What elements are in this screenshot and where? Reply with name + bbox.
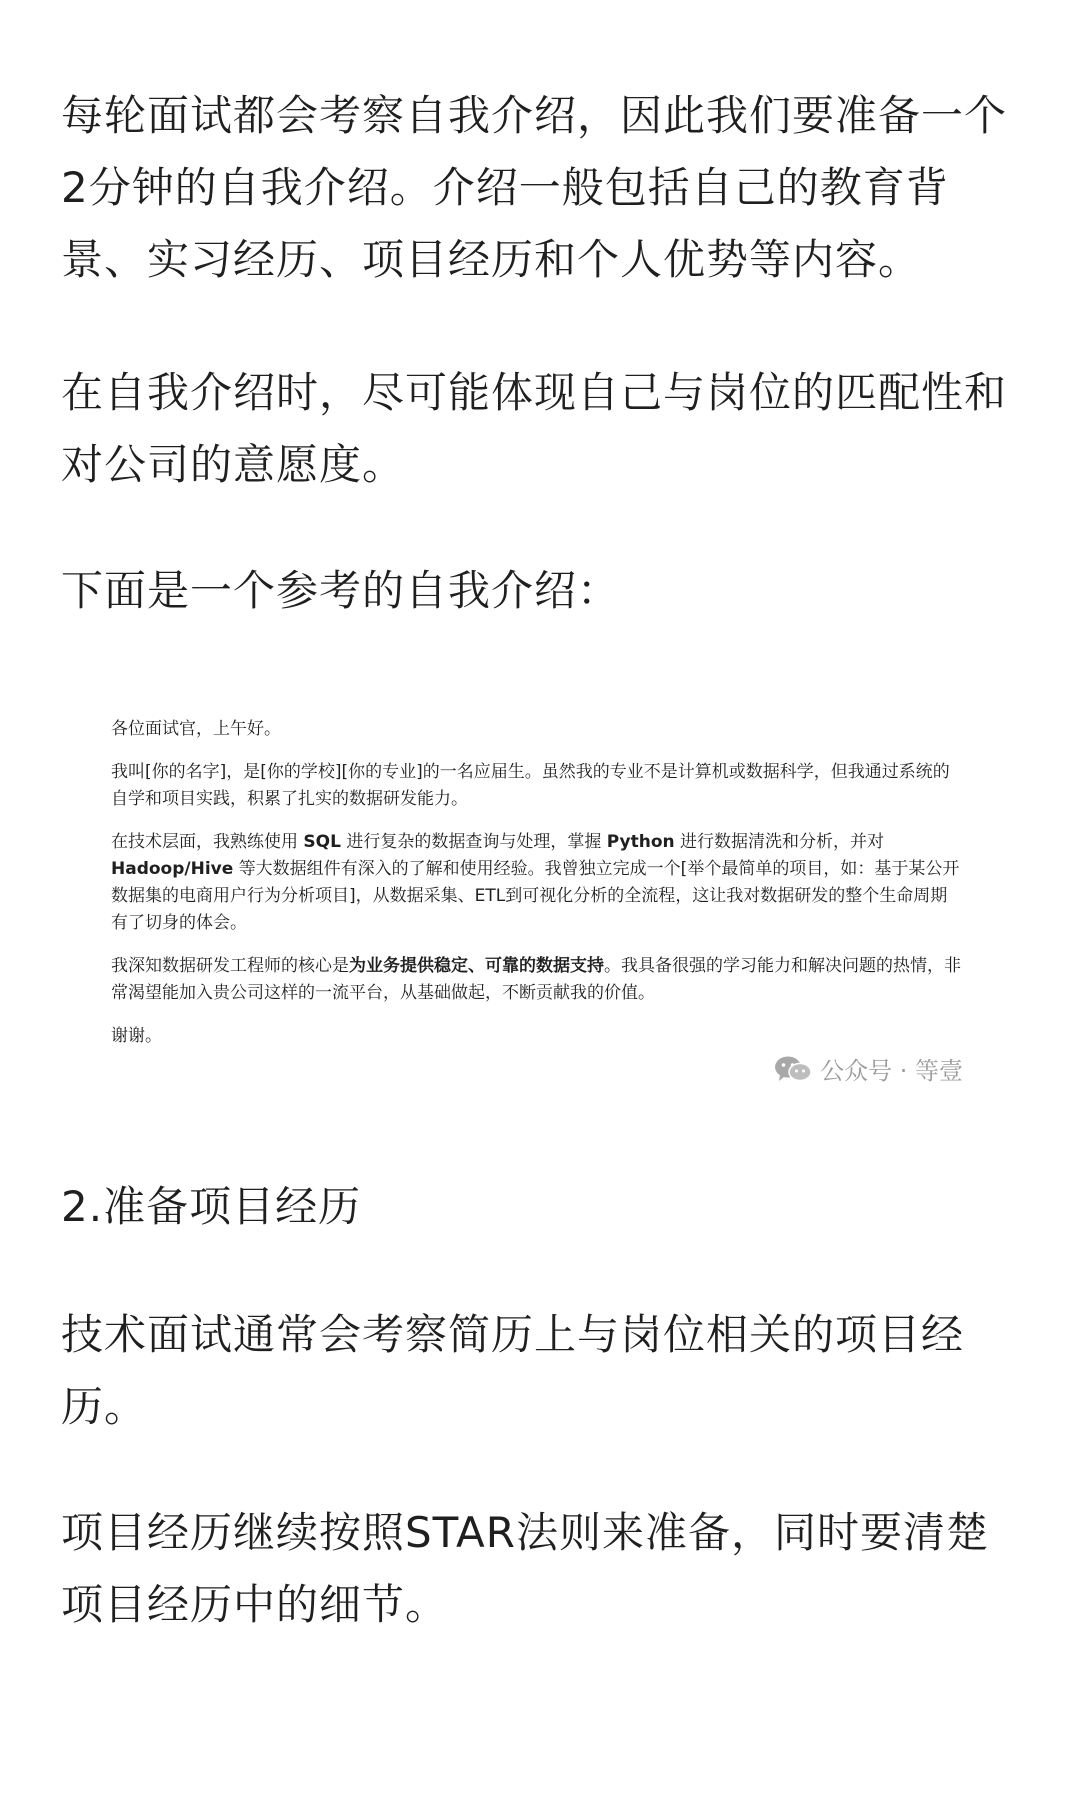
sample-greeting: 各位面试官，上午好。 xyxy=(111,719,281,739)
sample-thanks: 谢谢。 xyxy=(111,1026,162,1046)
wechat-icon xyxy=(774,1055,812,1083)
paragraph-self-intro: 每轮面试都会考察自我介绍，因此我们要准备一个2分钟的自我介绍。介绍一般包括自己的教育背景、实习经历、项目经历和个人优势等内容。 xyxy=(61,91,1008,284)
watermark-text: 公众号 · 等壹 xyxy=(820,1057,963,1085)
sample-intro: 我叫[你的名字]，是[你的学校][你的专业]的一名应届生。虽然我的专业不是计算机或数据科学，但我通过系统的自学和项目实践，积累了扎实的数据研发能力。 xyxy=(111,762,950,809)
sample-intro-image xyxy=(61,668,1023,1128)
paragraph-tech-interview: 技术面试通常会考察简历上与岗位相关的项目经历。 xyxy=(61,1310,965,1431)
sample-core: 我深知数据研发工程师的核心是为业务提供稳定、可靠的数据支持。我具备很强的学习能力和解决问题的热情，非常渴望能加入贵公司这样的一流平台，从基础做起，不断贡献我的价值。 xyxy=(111,956,961,1003)
watermark xyxy=(774,1051,963,1086)
sample-tech: 在技术层面，我熟练使用 SQL 进行复杂的数据查询与处理，掌握 Python 进行数据清洗和分析，并对 Hadoop/Hive 等大数据组件有深入的了解和使用经验。我曾独立完成一个[举个最简单的项目，如：基于某公开数据集的电商用户行为分析项目]，从数据采集、ETL到可视化分析的全流程，这让我对数据研发的整个生命周期有了切身的体会。 xyxy=(111,832,960,933)
section-heading-project: 2.准备项目经历 xyxy=(61,1182,362,1231)
paragraph-reference-lead: 下面是一个参考的自我介绍： xyxy=(61,566,621,615)
paragraph-star: 项目经历继续按照STAR法则来准备，同时要清楚项目经历中的细节。 xyxy=(61,1508,989,1629)
paragraph-match: 在自我介绍时，尽可能体现自己与岗位的匹配性和对公司的意愿度。 xyxy=(61,368,1008,489)
